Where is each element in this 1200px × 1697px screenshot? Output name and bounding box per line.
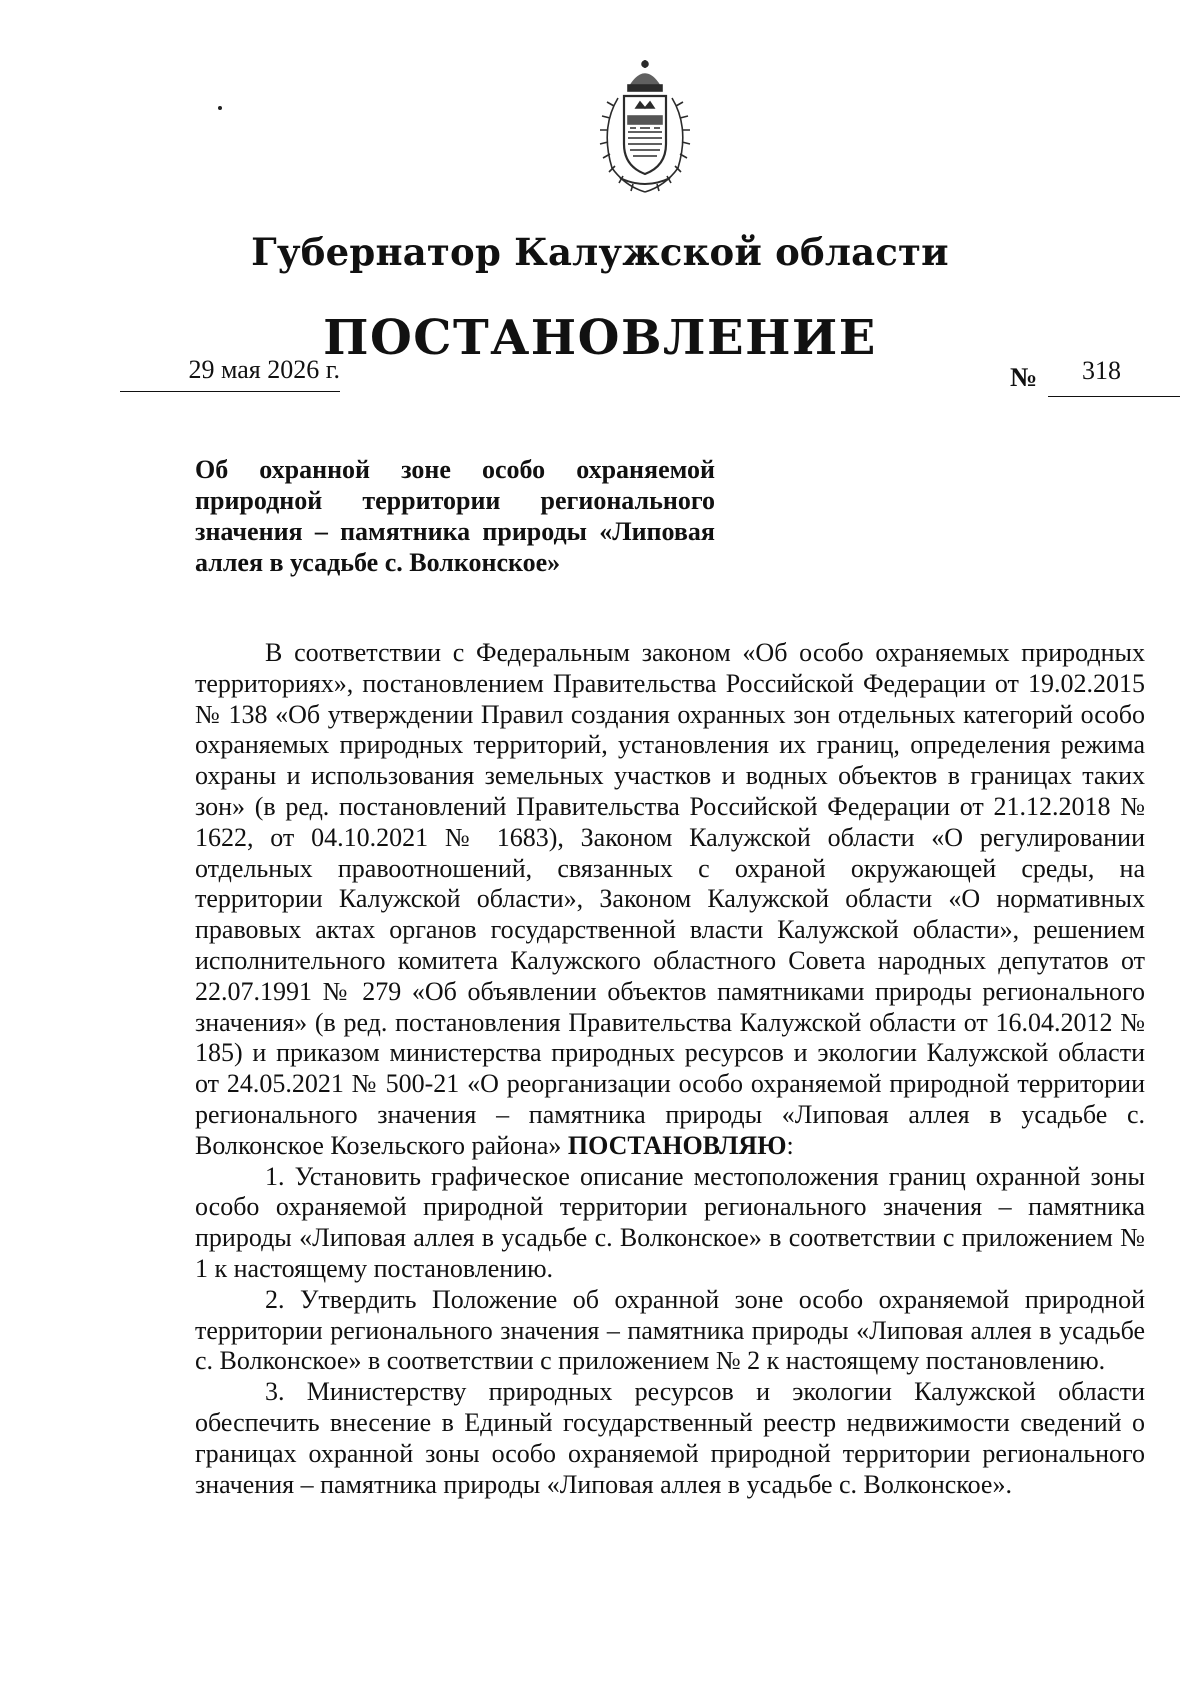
coat-of-arms-icon (590, 58, 700, 198)
document-title: Об охранной зоне особо охраняемой природной территории регионального значения – памятника природы «Липовая аллея в усадьбе с. Волконское» (195, 455, 715, 577)
document-date: 29 мая 2026 г. (188, 355, 340, 384)
item-paragraph-2: 2. Утвердить Положение об охранной зоне особо охраняемой природной территории регионального значения – памятника природы «Липовая аллея в усадьбе с. Волконское» в соответствии с приложением № 2 к настоящему постановлению. (195, 1284, 1145, 1376)
date-underline (120, 391, 340, 392)
document-number: 318 (1082, 356, 1121, 385)
resolve-word: ПОСТАНОВЛЯЮ (567, 1130, 787, 1160)
item-paragraph-3: 3. Министерству природных ресурсов и экологии Калужской области обеспечить внесение в Единый государственный реестр недвижимости сведений о границах охранной зоны особо охраняемой природной территории регионального значения – памятника природы «Липовая аллея в усадьбе с. Волконское». (195, 1377, 1145, 1499)
resolve-colon: : (786, 1130, 794, 1160)
document-body (195, 638, 1145, 1500)
scan-artifact-dot (218, 106, 222, 110)
preamble-text: В соответствии с Федеральным законом «Об особо охраняемых природных территориях», постановлением Правительства Российской Федерации от 19.02.2015 № 138 «Об утверждении Правил создания охранных зон отдельных категорий особо охраняемых природных территорий, установления их границ, определения режима охраны и использования земельных участков и водных объектов в границах таких зон» (в ред. постановлений Правительства Российской Федерации от 21.12.2018 № 1622, от 04.10.2021 № 1683), Законом Калужской области «О регулировании отдельных правоотношений, связанных с охраной окружающей среды, на территории Калужской области», Законом Калужской области «О нормативных правовых актах органов государственной власти Калужской области», решением исполнительного комитета Калужского областного Совета народных депутатов от 22.07.1991 № 279 «Об объявлении объектов памятниками природы регионального значения» (в ред. постановления Правительства Калужской области от 16.04.2012 № 185) и приказом министерства природных ресурсов и экологии Калужской области от 24.05.2021 № 500-21 «О реорганизации особо охраняемой природной территории регионального значения – памятника природы «Липовая аллея в усадьбе с. Волконское Козельского района» (195, 638, 1145, 1160)
item-paragraph-1: 1. Установить графическое описание местоположения границ охранной зоны особо охраняемой природной территории регионального значения – памятника природы «Липовая аллея в усадьбе с. Волконское» в соответствии с приложением № 1 к настоящему постановлению. (195, 1161, 1145, 1283)
number-label: № (1010, 362, 1038, 392)
document-number-field (1010, 356, 1180, 402)
number-underline (1048, 396, 1180, 397)
document-type-heading: ПОСТАНОВЛЕНИЕ (323, 310, 877, 366)
preamble-paragraph (195, 638, 1145, 1162)
issuing-authority: Губернатор Калужской области (251, 230, 949, 274)
